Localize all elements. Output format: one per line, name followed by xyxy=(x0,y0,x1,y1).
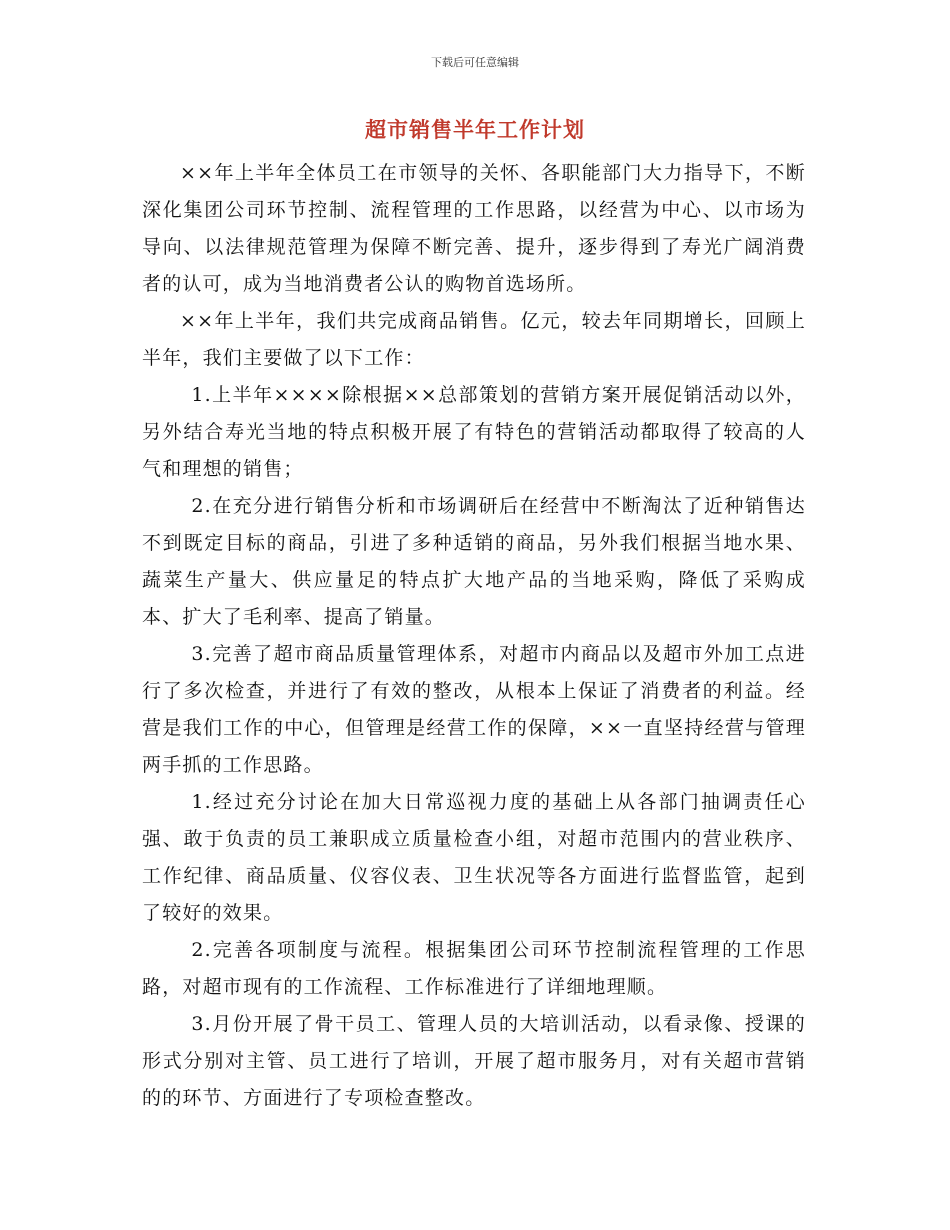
header-note: 下载后可任意编辑 xyxy=(431,56,519,69)
paragraph-sales-item-1: 1.上半年××××除根据××总部策划的营销方案开展促销活动以外，另外结合寿光当地的特点积极开展了有特色的营销活动都取得了较高的人气和理想的销售； xyxy=(142,384,806,480)
paragraph-intro: ××年上半年全体员工在市领导的关怀、各职能部门大力指导下，不断深化集团公司环节控制、流程管理的工作思路，以经营为中心、以市场为导向、以法律规范管理为保障不断完善、提升，逐步得到了寿光广阔消费者的认可，成为当地消费者公认的购物首选场所。 xyxy=(142,162,806,295)
paragraph-sales-item-2: 2.在充分进行销售分析和市场调研后在经营中不断淘汰了近种销售达不到既定目标的商品，引进了多种适销的商品，另外我们根据当地水果、蔬菜生产量大、供应量足的特点扩大地产品的当地采购，降低了采购成本、扩大了毛利率、提高了销量。 xyxy=(142,495,806,628)
paragraph-sales-item-3: 3.完善了超市商品质量管理体系，对超市内商品以及超市外加工点进行了多次检查，并进行了有效的整改，从根本上保证了消费者的利益。经营是我们工作的中心，但管理是经营工作的保障，××一直坚持经营与管理两手抓的工作思路。 xyxy=(142,643,806,776)
paragraph-management-item-3: 3.月份开展了骨干员工、管理人员的大培训活动，以看录像、授课的形式分别对主管、员工进行了培训，开展了超市服务月，对有关超市营销的的环节、方面进行了专项检查整改。 xyxy=(142,1013,806,1109)
paragraph-management-item-1: 1.经过充分讨论在加大日常巡视力度的基础上从各部门抽调责任心强、敢于负责的员工兼职成立质量检查小组，对超市范围内的营业秩序、工作纪律、商品质量、仪容仪表、卫生状况等各方面进行监督监管，起到了较好的效果。 xyxy=(142,791,806,924)
document-body xyxy=(142,155,806,1117)
paragraph-management-item-2: 2.完善各项制度与流程。根据集团公司环节控制流程管理的工作思路，对超市现有的工作流程、工作标准进行了详细地理顺。 xyxy=(142,939,806,998)
paragraph-summary: ××年上半年，我们共完成商品销售。亿元，较去年同期增长，回顾上半年，我们主要做了以下工作： xyxy=(142,310,806,369)
document-title: 超市销售半年工作计划 xyxy=(365,117,585,142)
